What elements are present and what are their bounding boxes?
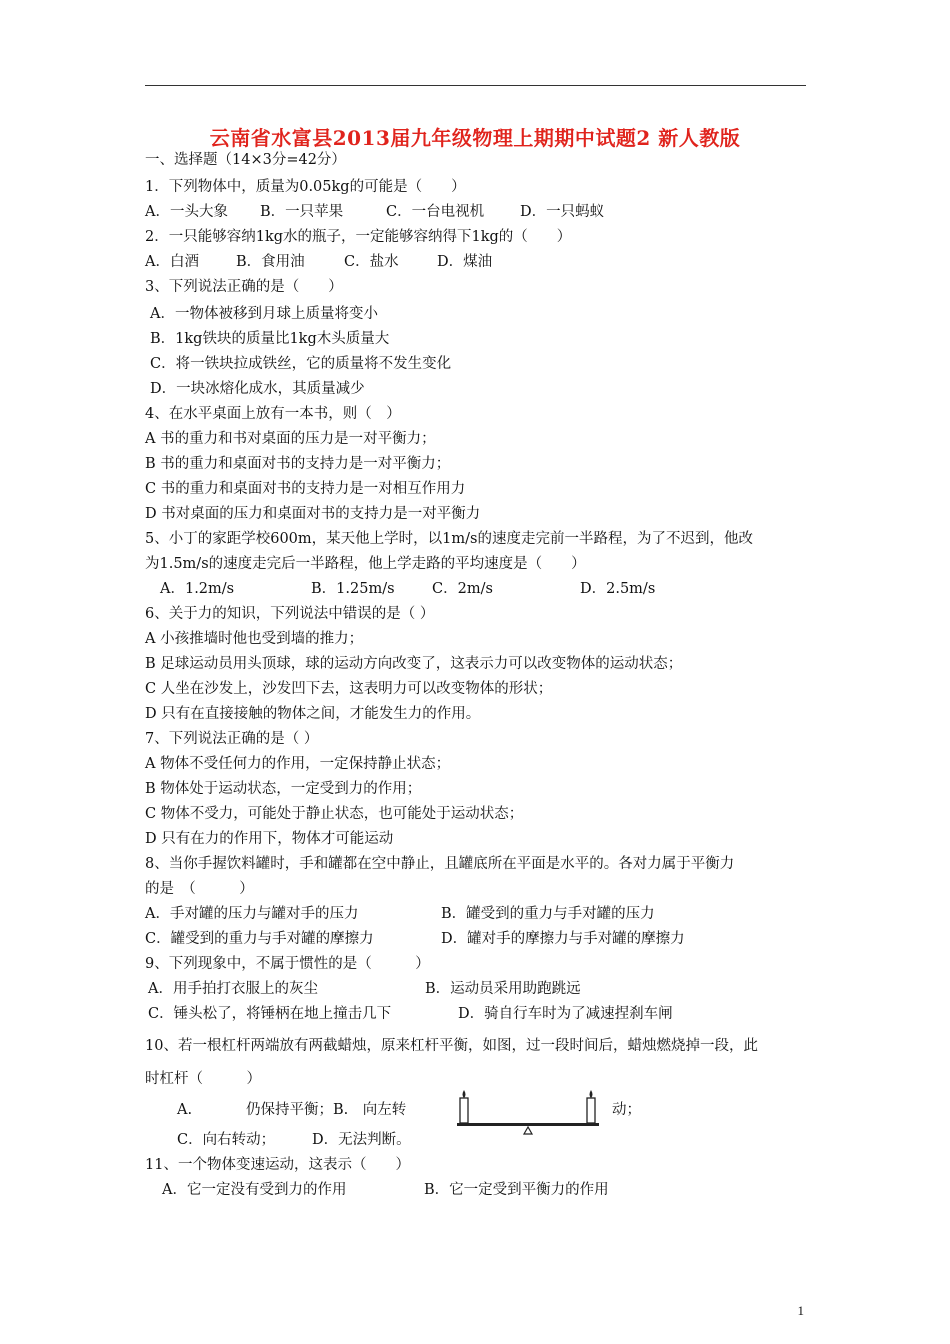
right-candle-icon [587,1090,595,1123]
q6-option-a: A 小孩推墙时他也受到墙的推力； [145,631,364,647]
q8-stem-line2: 的是 （ ） [145,881,254,897]
q7-option-b: B 物体处于运动状态，一定受到力的作用； [145,781,422,797]
q4-option-d: D 书对桌面的压力和桌面对书的支持力是一对平衡力 [145,506,481,522]
q2-option-b: B．食用油 [236,254,305,270]
lever-bar [457,1123,599,1126]
header-rule [145,85,806,86]
q6-option-c: C 人坐在沙发上，沙发凹下去，这表明力可以改变物体的形状； [145,681,553,697]
q5-option-b: B．1.25m/s [311,581,395,597]
q9-option-a: A．用手拍打衣服上的灰尘 [148,981,318,997]
q4-stem: 4、在水平桌面上放有一本书，则（ ） [145,406,401,422]
q10-option-a-letter: A. [177,1102,193,1118]
q6-option-b: B 足球运动员用头顶球，球的运动方向改变了，这表示力可以改变物体的运动状态； [145,656,683,672]
q8-option-a: A．手对罐的压力与罐对手的压力 [145,906,359,922]
q1-option-a: A．一头大象 [145,204,228,220]
q9-option-c: C．锤头松了，将锤柄在地上撞击几下 [148,1006,392,1022]
left-candle-icon [460,1090,468,1123]
q1-option-d: D．一只蚂蚁 [520,204,605,220]
q9-option-b: B．运动员采用助跑跳远 [425,981,581,997]
q2-stem: 2．一只能够容纳1kg水的瓶子，一定能够容纳得下1kg的（ ） [145,229,572,245]
q8-option-c: C．罐受到的重力与手对罐的摩擦力 [145,931,374,947]
q10-option-a-b-text: 仍保持平衡；B. 向左转 [246,1102,407,1118]
q5-option-d: D．2.5m/s [580,581,656,597]
q4-option-c: C 书的重力和桌面对书的支持力是一对相互作用力 [145,481,466,497]
q2-option-c: C．盐水 [344,254,399,270]
q2-option-d: D．煤油 [437,254,493,270]
q10-option-d: D．无法判断。 [312,1132,411,1148]
q7-option-c: C 物体不受力，可能处于静止状态，也可能处于运动状态； [145,806,524,822]
q8-option-b: B．罐受到的重力与手对罐的压力 [441,906,655,922]
q4-option-b: B 书的重力和桌面对书的支持力是一对平衡力； [145,456,451,472]
q1-option-b: B．一只苹果 [260,204,344,220]
q11-stem: 11、一个物体变速运动，这表示（ ） [145,1157,410,1173]
q8-option-d: D．罐对手的摩擦力与手对罐的摩擦力 [441,931,685,947]
q7-option-a: A 物体不受任何力的作用，一定保持静止状态； [145,756,451,772]
q10-stem-line1: 10、若一根杠杆两端放有两截蜡烛，原来杠杆平衡，如图，过一段时间后，蜡烛燃烧掉一段，此 [145,1038,758,1054]
q4-option-a: A 书的重力和书对桌面的压力是一对平衡力； [145,431,436,447]
q3-option-b: B．1kg铁块的质量比1kg木头质量大 [150,331,390,347]
q9-option-d: D．骑自行车时为了减速捏刹车闸 [458,1006,673,1022]
q5-option-a: A．1.2m/s [160,581,235,597]
q8-stem-line1: 8、当你手握饮料罐时，手和罐都在空中静止，且罐底所在平面是水平的。各对力属于平衡力 [145,856,735,872]
q5-stem-line1: 5、小丁的家距学校600m，某天他上学时，以1m/s的速度走完前一半路程，为了不迟到，他改 [145,531,753,547]
q7-stem: 7、下列说法正确的是（ ） [145,731,319,747]
q6-option-d: D 只有在直接接触的物体之间，才能发生力的作用。 [145,706,481,722]
fulcrum-icon [524,1127,532,1134]
q11-option-a: A．它一定没有受到力的作用 [162,1182,347,1198]
q1-option-c: C．一台电视机 [386,204,485,220]
q11-option-b: B．它一定受到平衡力的作用 [424,1182,609,1198]
q3-option-c: C．将一铁块拉成铁丝，它的质量将不发生变化 [150,356,452,372]
q5-stem-line2: 为1.5m/s的速度走完后一半路程，他上学走路的平均速度是（ ） [145,556,586,572]
lever-candle-figure [455,1087,605,1137]
q1-stem: 1．下列物体中，质量为0.05kg的可能是（ ） [145,179,466,195]
q3-option-a: A．一物体被移到月球上质量将变小 [150,306,378,322]
q10-option-c: C．向右转动； [177,1132,276,1148]
q10-stem-line2: 时杠杆（ ） [145,1071,261,1087]
q2-option-a: A．白酒 [145,254,199,270]
q5-option-c: C．2m/s [432,581,493,597]
q3-option-d: D．一块冰熔化成水，其质量减少 [150,381,365,397]
page-title: 云南省水富县2013届九年级物理上期期中试题2 新人教版 [209,126,741,150]
section-heading: 一、选择题（14×3分=42分） [145,152,346,168]
q3-stem: 3、下列说法正确的是（ ） [145,279,343,295]
q6-stem: 6、关于力的知识，下列说法中错误的是（ ） [145,606,435,622]
q9-stem: 9、下列现象中，不属于惯性的是（ ） [145,956,430,972]
q7-option-d: D 只有在力的作用下，物体才可能运动 [145,831,394,847]
q10-option-b-tail: 动； [612,1102,641,1118]
page-number: 1 [797,1303,804,1318]
